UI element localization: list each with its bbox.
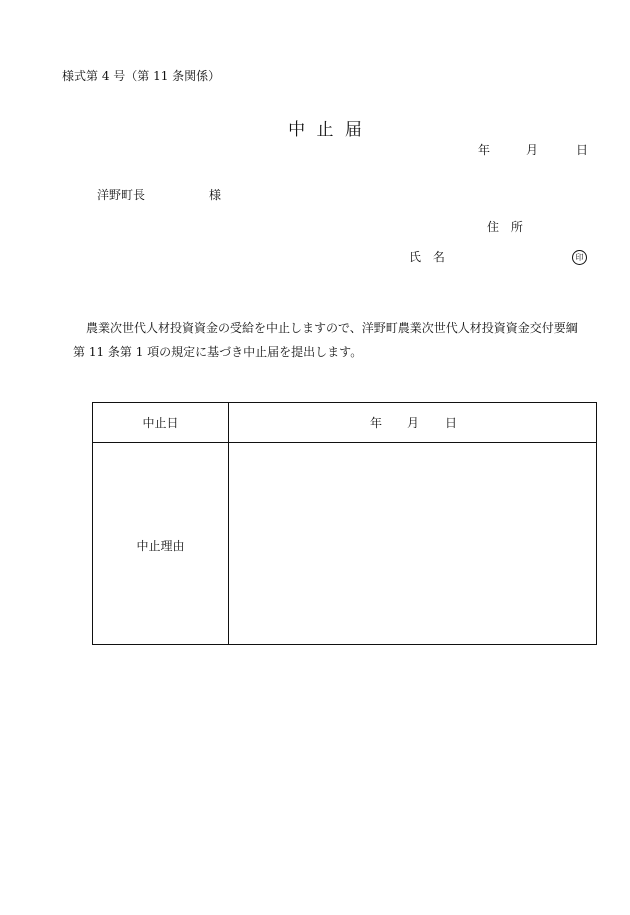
- addressee-honorific: 様: [209, 188, 222, 202]
- stop-reason-label: 中止理由: [136, 539, 185, 553]
- body-line-2: 第 11 条第 1 項の規定に基づき中止届を提出します。: [73, 345, 363, 359]
- seal-mark-icon: 印: [572, 250, 587, 265]
- stop-date-month-label: 月: [407, 416, 420, 430]
- addressee-name: 洋野町長: [97, 188, 146, 202]
- date-day-label: 日: [576, 143, 589, 157]
- stop-details-table: [92, 402, 597, 645]
- date-year-label: 年: [478, 143, 491, 157]
- date-month-label: 月: [526, 143, 539, 157]
- stop-date-label: 中止日: [142, 416, 179, 430]
- stop-date-day-label: 日: [445, 416, 458, 430]
- form-number: 様式第 4 号（第 11 条関係）: [62, 69, 221, 83]
- address-label: 住 所: [487, 220, 523, 234]
- stop-date-year-label: 年: [370, 416, 383, 430]
- stop-reason-field: [229, 443, 596, 644]
- document-title: 中 止 届: [288, 120, 362, 140]
- name-label: 氏 名: [409, 250, 445, 264]
- body-line-1: 農業次世代人材投資資金の受給を中止しますので、洋野町農業次世代人材投資資金交付要綱: [86, 321, 578, 335]
